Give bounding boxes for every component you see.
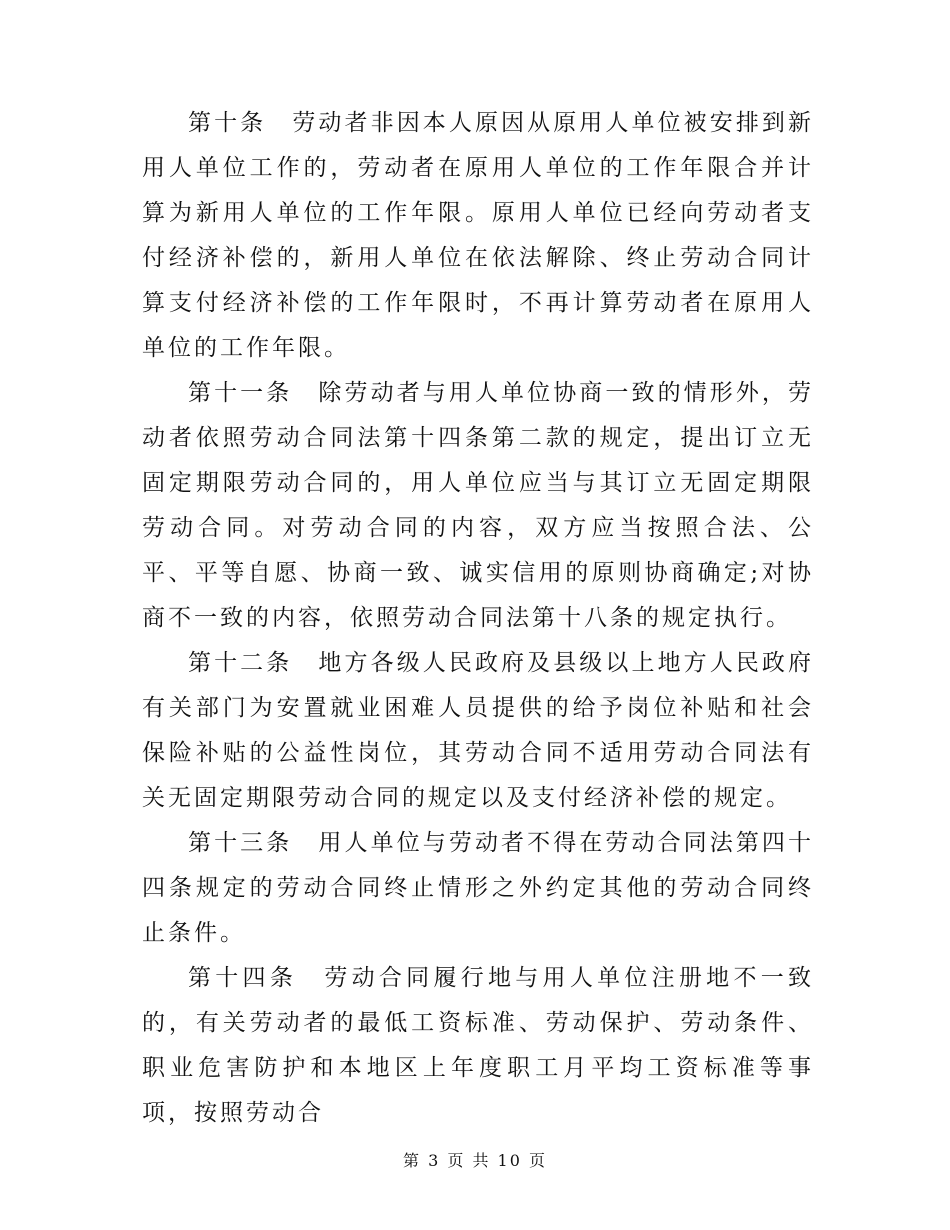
document-body (142, 101, 814, 1136)
article-10-paragraph: 第十条 劳动者非因本人原因从原用人单位被安排到新用人单位工作的，劳动者在原用人单位的工作年限合并计算为新用人单位的工作年限。原用人单位已经向劳动者支付经济补偿的，新用人单位在依法解除、终止劳动合同计算支付经济补偿的工作年限时，不再计算劳动者在原用人单位的工作年限。 (142, 110, 814, 361)
article-12-paragraph: 第十二条 地方各级人民政府及县级以上地方人民政府有关部门为安置就业困难人员提供的给予岗位补贴和社会保险补贴的公益性岗位，其劳动合同不适用劳动合同法有关无固定期限劳动合同的规定以及支付经济补偿的规定。 (142, 650, 814, 811)
page-number-footer: 第 3 页 共 10 页 (403, 1151, 547, 1170)
article-13-paragraph: 第十三条 用人单位与劳动者不得在劳动合同法第四十四条规定的劳动合同终止情形之外约定其他的劳动合同终止条件。 (142, 830, 814, 946)
article-14-paragraph: 第十四条 劳动合同履行地与用人单位注册地不一致的，有关劳动者的最低工资标准、劳动保护、劳动条件、职业危害防护和本地区上年度职工月平均工资标准等事项，按照劳动合 (142, 965, 814, 1126)
article-11-paragraph: 第十一条 除劳动者与用人单位协商一致的情形外，劳动者依照劳动合同法第十四条第二款的规定，提出订立无固定期限劳动合同的，用人单位应当与其订立无固定期限劳动合同。对劳动合同的内容，双方应当按照合法、公平、平等自愿、协商一致、诚实信用的原则协商确定;对协商不一致的内容，依照劳动合同法第十八条的规定执行。 (142, 380, 814, 631)
